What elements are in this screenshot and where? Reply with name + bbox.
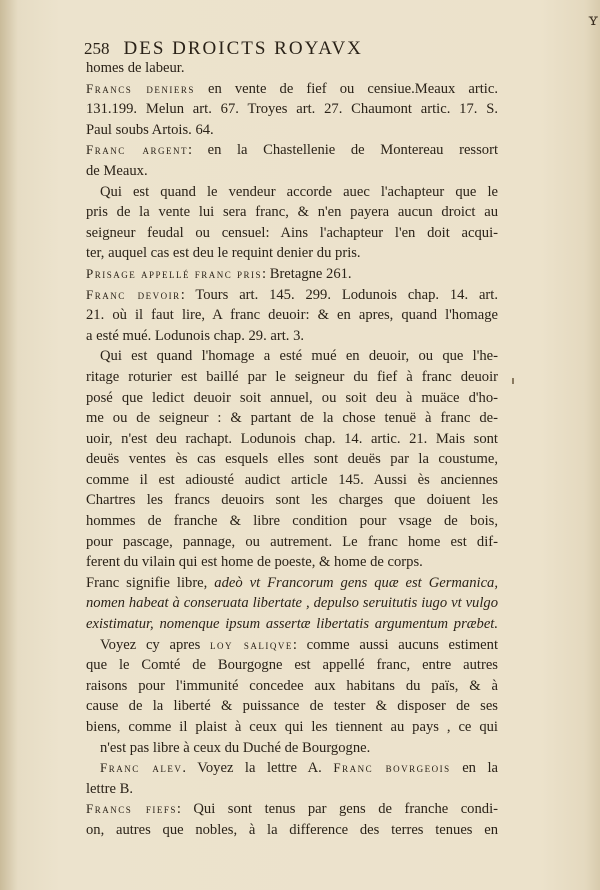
line-text: Chartres les francs deuoirs sont les charges que doiuent les (86, 492, 498, 509)
text-line (86, 223, 498, 244)
text-line (86, 573, 498, 594)
page-header (84, 38, 504, 60)
line-text: de Meaux. (86, 162, 148, 179)
line-text: uoir, n'est deu rachapt. Lodunois chap. 14. artic. 21. Mais sont (86, 430, 498, 447)
line-text: pour pascage, pannage, ou autrement. Le franc home est dif- (86, 533, 498, 550)
text-line (86, 161, 498, 182)
line-text: : Bretagne 261. (262, 265, 352, 282)
entry-term: Francs deniers (86, 80, 195, 96)
text-line (86, 676, 498, 697)
line-text: posé que ledict deuoir soit annuel, ou soit deu à muäce d'ho- (86, 389, 498, 406)
text-line (86, 470, 498, 491)
text-line (86, 511, 498, 532)
line-text: : en la Chastellenie de Montereau ressort (187, 142, 498, 159)
text-line (86, 429, 498, 450)
text-line (86, 58, 498, 79)
text-line (86, 655, 498, 676)
text-line (86, 614, 498, 635)
line-text: Paul soubs Artois. 64. (86, 121, 214, 138)
text-line (86, 408, 498, 429)
entry-term: Franc argent (86, 142, 188, 158)
entry-term: Franc devoir (86, 286, 181, 302)
text-line (86, 120, 498, 141)
line-text: seigneur feudal ou censuel: Ains l'achapteur l'en doit acqui- (86, 224, 498, 241)
text-line (86, 717, 498, 738)
text-line (86, 388, 498, 409)
text-line (86, 532, 498, 553)
line-text: en la (450, 760, 498, 777)
line-text: : Qui sont tenus par gens de franche condi- (176, 801, 498, 818)
line-text: comme il est adiousté audict article 145. Aussi ès anciennes (86, 471, 498, 488)
line-text: Voyez cy apres (100, 636, 211, 653)
text-line (86, 305, 498, 326)
line-text: deuës ventes ès cas esquels elles sont deuës par la coustume, (86, 451, 498, 468)
line-text: nomen habeat à conseruata libertate , depulso seruitutis iugo vt vulgo (86, 595, 498, 612)
line-text: on, autres que nobles, à la difference des terres tenues en (86, 821, 498, 838)
line-text: homes de labeur. (86, 60, 185, 76)
text-line (86, 264, 498, 285)
text-line (86, 285, 498, 306)
line-text: hommes de franche & libre condition pour vsage de bois, (86, 513, 498, 530)
text-line (86, 799, 498, 820)
line-text: pris de la vente lui sera franc, & n'en payera aucun droict au (86, 204, 498, 221)
text-line (86, 779, 498, 800)
line-text: cause de la liberté & puissance de tester & disposer de ses (86, 698, 498, 715)
ink-speck (512, 378, 514, 384)
running-title: DES DROICTS ROYAVX (123, 38, 363, 59)
line-text: en vente de fief ou censiue.Meaux artic. (194, 80, 498, 97)
line-text: ferent du vilain qui est home de poeste, & home de corps. (86, 554, 423, 571)
text-line (86, 243, 498, 264)
line-text: a esté mué. Lodunois chap. 29. art. 3. (86, 327, 305, 344)
text-line (86, 490, 498, 511)
line-text: 131.199. Melun art. 67. Troyes art. 27. Chaumont artic. 17. S. (86, 101, 498, 118)
text-line (86, 635, 498, 656)
line-text: . Voyez la lettre A. (182, 760, 334, 777)
text-line (86, 758, 498, 779)
text-line (86, 79, 498, 100)
line-text: lettre B. (86, 780, 134, 797)
entry-term: Francs fiefs (86, 801, 177, 817)
line-text: ritage roturier est baillé par le seigneur du fief à franc deuoir (86, 368, 498, 385)
line-text: : Tours art. 145. 299. Lodunois chap. 14. art. (180, 286, 498, 303)
line-text: me ou de seigneur : & partant de la chose tenuë à franc de- (86, 410, 498, 427)
page-body-text (86, 58, 498, 841)
line-text: que le Comté de Bourgogne est appellé franc, entre autres (86, 657, 498, 674)
line-text: n'est pas libre à ceux du Duché de Bourgogne. (100, 739, 371, 756)
text-line (86, 202, 498, 223)
entry-term: loy saliqve (210, 636, 293, 652)
entry-term: Franc bovrgeois (333, 760, 451, 776)
text-line (86, 738, 498, 759)
text-line (86, 696, 498, 717)
text-line (86, 99, 498, 120)
text-line (86, 346, 498, 367)
text-line (86, 820, 498, 841)
page-number: 258 (84, 39, 110, 58)
text-line (86, 140, 498, 161)
line-text: ter, auquel cas est deu le requint denier du pris. (86, 245, 361, 262)
line-text: Qui est quand l'homage a esté mué en deuoir, ou que l'he- (100, 348, 498, 365)
text-line (86, 182, 498, 203)
line-text: raisons pour l'immunité concedee aux habitans du païs, & à (86, 677, 498, 694)
line-text: 21. où il faut lire, A franc deuoir: & en apres, quand l'homage (86, 307, 498, 324)
text-line (86, 449, 498, 470)
entry-term: Prisage appellé franc pris (86, 265, 263, 281)
text-line (86, 552, 498, 573)
line-text: adeò vt Francorum gens quæ est Germanica, (214, 574, 498, 591)
entry-term: Franc alev (100, 760, 183, 776)
text-line (86, 367, 498, 388)
text-line (86, 593, 498, 614)
line-text: existimatur, nomenque ipsum assertæ libertatis argumentum præbet. (86, 616, 498, 633)
line-text: biens, comme il plaist à ceux qui les tiennent au pays , ce qui (86, 719, 498, 735)
line-text: : comme aussi aucuns estiment (292, 636, 499, 653)
text-line (86, 326, 498, 347)
line-text: Franc signifie libre, (86, 574, 215, 591)
corner-mark: ʏ (588, 10, 599, 29)
line-text: Qui est quand le vendeur accorde auec l'achapteur que le (100, 183, 498, 200)
